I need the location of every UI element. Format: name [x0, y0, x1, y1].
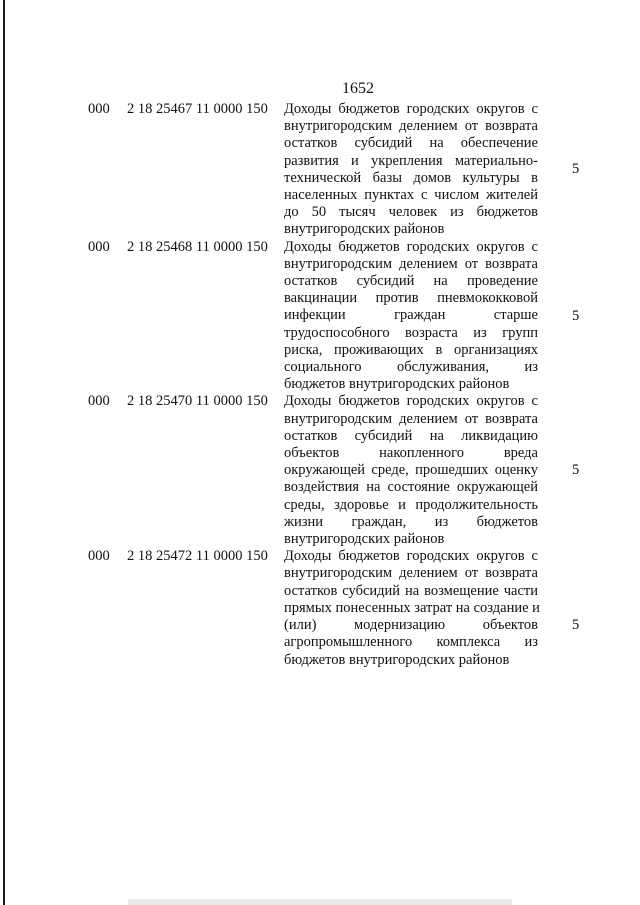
description-line: риска, проживающих в организациях — [284, 341, 538, 358]
income-table — [0, 101, 640, 669]
description-line: вакцинации против пневмококковой — [284, 290, 538, 307]
income-description — [284, 548, 538, 668]
description-line: социального обслуживания, из — [284, 359, 538, 376]
description-line: остатков субсидий на проведение — [284, 273, 538, 290]
table-row — [0, 101, 640, 239]
description-line: воздействия на состояние окружающей — [284, 479, 538, 496]
amount: 5 — [572, 462, 580, 479]
amount: 5 — [572, 617, 580, 634]
description-line: остатков субсидий на ликвидацию — [284, 427, 538, 444]
description-line: трудоспособного возраста из групп — [284, 324, 538, 341]
description-line: прямых понесенных затрат на создание и — [284, 599, 540, 616]
description-line: внутригородским делением от возврата — [284, 255, 538, 272]
description-line: бюджетов внутригородских районов — [284, 376, 510, 393]
description-line: инфекции граждан старше — [284, 307, 538, 324]
description-line: Доходы бюджетов городских округов с — [284, 393, 538, 410]
description-line: внутригородских районов — [284, 531, 445, 548]
description-line: Доходы бюджетов городских округов с — [284, 101, 538, 117]
description-line: агропромышленного комплекса из — [284, 634, 538, 651]
description-line: среды, здоровье и продолжительность — [284, 496, 538, 513]
table-row — [0, 393, 640, 548]
admin-code: 000 — [88, 101, 110, 117]
description-line: остатков субсидий на обеспечение — [284, 135, 538, 152]
description-line: остатков субсидий на возмещение части — [284, 582, 538, 599]
admin-code: 000 — [88, 393, 110, 410]
description-line: (или) модернизацию объектов — [284, 617, 538, 634]
scan-edge-marks — [0, 899, 640, 905]
income-description — [284, 239, 538, 394]
table-row — [0, 548, 640, 668]
table-row — [0, 239, 640, 394]
description-line: развития и укрепления материально- — [284, 152, 538, 169]
description-line: объектов накопленного вреда — [284, 445, 538, 462]
description-line: бюджетов внутригородских районов — [284, 651, 510, 668]
amount: 5 — [572, 307, 580, 324]
admin-code: 000 — [88, 238, 110, 255]
description-line: внутригородским делением от возврата — [284, 565, 538, 582]
description-line: внутригородских районов — [284, 221, 445, 238]
description-line: населенных пунктах с числом жителей — [284, 187, 538, 204]
income-description — [284, 393, 538, 548]
income-description — [284, 101, 538, 239]
page-number: 1652 — [342, 80, 374, 97]
description-line: до 50 тысяч человек из бюджетов — [284, 204, 538, 221]
admin-code: 000 — [88, 548, 110, 565]
description-line: Доходы бюджетов городских округов с — [284, 238, 538, 255]
description-line: жизни граждан, из бюджетов — [284, 513, 538, 530]
income-code: 2 18 25468 11 0000 150 — [127, 238, 268, 255]
description-line: внутригородским делением от возврата — [284, 410, 538, 427]
amount: 5 — [572, 161, 580, 177]
description-line: окружающей среде, прошедших оценку — [284, 462, 538, 479]
income-code: 2 18 25467 11 0000 150 — [127, 101, 268, 117]
income-code: 2 18 25472 11 0000 150 — [127, 548, 268, 565]
description-line: внутригородским делением от возврата — [284, 118, 538, 135]
description-line: технической базы домов культуры в — [284, 169, 538, 186]
income-code: 2 18 25470 11 0000 150 — [127, 393, 268, 410]
description-line: Доходы бюджетов городских округов с — [284, 548, 538, 565]
